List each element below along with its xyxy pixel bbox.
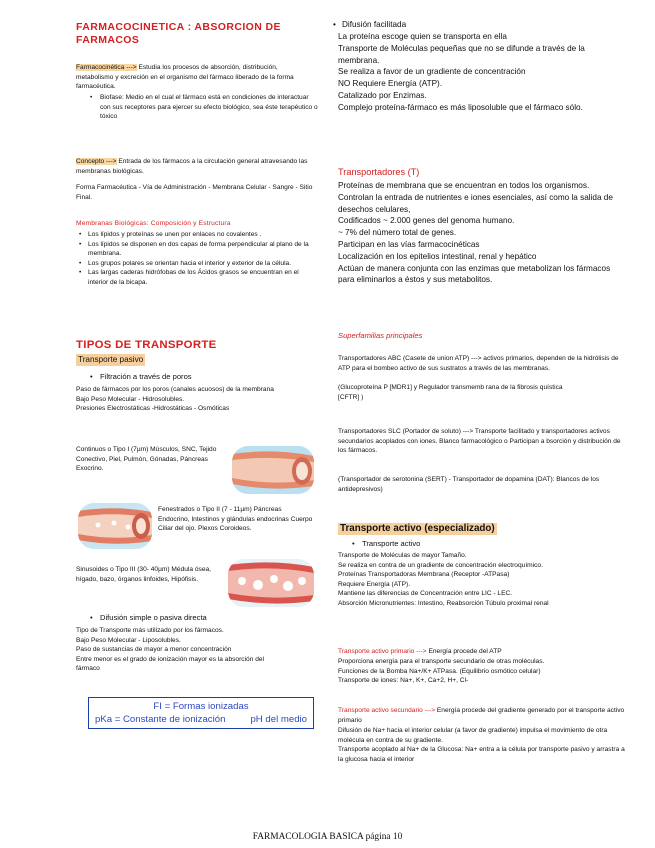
filtracion-bullet: • Filtración a través de poros [76, 372, 320, 383]
text-line: NO Requiere Energía (ATP). [338, 79, 443, 89]
abc-text: Transportadores ABC (Casete de union ATP) ---> activos primarios, dependen de la hidrólisis de ATP para el bombeo activo de sus sustratos a través de las membranas. [338, 355, 619, 372]
superfamilias-heading: Superfamilias principales [338, 331, 423, 340]
transportadores-heading: Transportadores (T) [338, 167, 420, 177]
primario-text: Energía procede del ATP [426, 648, 502, 655]
text-line: Se realiza a favor de un gradiente de concentración [338, 67, 526, 77]
formula-line-ph: pH del medio [250, 714, 307, 725]
text-line: Paso de fármacos por los poros (canales acuosos) de la membrana [76, 386, 274, 393]
fenestrados-text: Fenestrados o Tipo II (7 - 11µm) Páncreas Endocrino, Intestinos y glándulas endocrinas Cuerpo Ciliar del ojo. Plexos Coroideos. [158, 506, 313, 533]
biofase-bullet: • Biofase: Medio en el cual el fármaco está en condiciones de interactuar con sus receptores para ejercer su efecto biológico, sea éste terapéutico o tóxico [76, 93, 318, 122]
text-line: Transporte de Moléculas de mayor Tamaño. [338, 552, 467, 559]
text-line: Codificados ~ 2.000 genes del genoma humano. [338, 216, 515, 226]
text-line: Bajo Peso Molecular - Liposolubles. [76, 636, 181, 644]
text-line: Se realiza en contra de un gradiente de concentración electroquímico. [338, 561, 543, 569]
membranas-heading: Membranas Biológicas: Composición y Estructura [76, 220, 231, 227]
text-line: Actúan de manera conjunta con las enzimas que metabolizan los fármacos para eliminarlos a éstos y sus metabolitos. [338, 263, 611, 285]
text-line: Funciones de la Bomba Na+/K+ ATPasa. (Equilibrio osmótico celular) [338, 667, 541, 675]
secundario-lines [338, 726, 626, 764]
capillary-fenestrated-illustration [78, 503, 152, 549]
formula-line-pka: pKa = Constante de ionización [95, 714, 226, 725]
list-item: • Los lípidos y proteínas se unen por enlaces no covalentes . [76, 230, 314, 240]
activo-heading: Transporte activo (especializado) [340, 523, 495, 534]
text-line: Proteínas Transportadoras Membrana (Receptor -ATPasa) [338, 571, 510, 579]
text-line: Presiones Electrostáticas -Hidrostáticas - Osmóticas [76, 405, 230, 413]
secundario-paragraph [338, 706, 626, 725]
list-item: • Las largas caderas hidrófobas de los Ácidos grasos se encuentran en el interior de la bicapa. [76, 268, 314, 287]
membranas-list [76, 230, 314, 288]
slc-extra: (Transportador de serotonina (SERT) - Transportador de dopamina (DAT): Blancos de los antidepresivos) [338, 476, 600, 493]
text-line: Bajo Peso Molecular - Hidrosolubles. [76, 395, 185, 403]
text-line: Requiere Energía (ATP). [338, 580, 411, 588]
section-title: FARMACOCINETICA : ABSORCION DE FARMACOS [76, 21, 281, 46]
text-line: Paso de sustancias de mayor a menor concentración [76, 646, 232, 654]
text-line: Absorción Micronutrientes: Intestino, Reabsorción Túbulo proximal renal [338, 599, 549, 607]
text-line: Catalizado por Enzimas. [338, 90, 427, 100]
secundario-term: Transporte activo secundario ---> [338, 707, 436, 714]
continuos-text: Continuos o Tipo I (7µm) Músculos, SNC, Tejido Conectivo, Piel, Pulmón, Gónadas, Páncreas Exocrino. [76, 446, 217, 473]
difusion-lines [76, 626, 314, 674]
difusion-bullet: • Difusión simple o pasiva directa [76, 613, 320, 624]
farmacocinetica-term: Farmacocinética ---> [76, 64, 137, 71]
facilitada-lines [338, 31, 626, 114]
text-line: Proporciona energía para el transporte secundario de otras moléculas. [338, 658, 545, 665]
sinusoides-text: Sinusoides o Tipo III (30- 40µm) Médula ósea, hígado, bazo, órganos linfoides, Hipófisis. [76, 566, 212, 583]
page-footer: FARMACOLOGIA BASICA página 10 [252, 832, 403, 842]
text-line: ~ 7% del número total de genes. [338, 228, 457, 238]
abc-extra: (Glucoproteína P [MDR1] y Regulador transmemb rana de la fibrosis quística [CFTR] ) [338, 384, 563, 401]
text-line: Tipo de Transporte más utilizado por los fármacos. [76, 627, 224, 634]
farmacocinetica-text: Estudia los procesos de absorción, distribución, metabolismo y excreción en el organismo del fármaco liberado de la forma farmacéutica. [76, 64, 294, 91]
text-line: Localización en los epitelios intestinal, renal y hepático [338, 251, 537, 261]
transportadores-lines [338, 180, 626, 286]
text-line: Mantiene las diferencias de Concentración entre LIC - LEC. [338, 590, 513, 598]
text-line: Controlan la entrada de nutrientes e iones esenciales, así como la salida de desechos celulares, [338, 192, 613, 214]
text-line: Participan en las vías farmacocinéticas [338, 239, 480, 249]
text-line: Transporte de iones: Na+, K+, Ca+2, H+, Cl- [338, 677, 469, 685]
primario-paragraph [338, 647, 626, 657]
text-line: Proteínas de membrana que se encuentran en todos los organismos. [338, 181, 590, 190]
primario-lines [338, 657, 626, 686]
text-line: Complejo proteína-fármaco es más liposoluble que el fármaco sólo. [338, 102, 583, 112]
text-line: Difusión de Na+ hacia el interior celular (a favor de gradiente) impulsa el movimiento de otra molécula en contra de su gradiente. [338, 727, 608, 744]
text-line: La proteína escoge quien se transporta en ella [338, 32, 507, 41]
capillary-sinusoid-illustration [228, 559, 314, 607]
list-item: • Los lípidos se disponen en dos capas de forma perpendicular al plano de la membrana. [76, 240, 314, 259]
activo-lines [338, 551, 626, 609]
ionization-formula-box [88, 697, 314, 729]
farmacocinetica-paragraph [76, 63, 314, 92]
secundario-text: Energía procede del gradiente generado por el transporte activo primario [338, 707, 625, 724]
primario-term: Transporte activo primario ---> [338, 648, 427, 655]
text-line: Entre menor es el grado de ionización mayor es la absorción del fármaco [76, 655, 265, 673]
concepto-paragraph [76, 157, 314, 176]
tipos-title: TIPOS DE TRANSPORTE [76, 339, 217, 351]
activo-bullet: • Transporte activo [338, 539, 622, 550]
forma-line: Forma Farmacéutica - Vía de Administración - Membrana Celular - Sangre - Sitio Final. [76, 184, 313, 201]
concepto-term: Concepto ---> [76, 158, 117, 165]
pasivo-heading: Transporte pasivo [78, 355, 144, 364]
slc-text: Transportadores SLC (Portador de soluto) ---> Transporte facilitado y transportadores activos secundarios acoplados con iones. Blanco farmacológico o Participan a bsorción y distribución de los fármacos. [338, 428, 621, 455]
formula-line-fi: FI = Formas ionizadas [153, 701, 249, 712]
list-item: • Los grupos polares se orientan hacia el interior y exterior de la célula. [76, 259, 314, 269]
facilitada-bullet: • Difusión facilitada [330, 19, 632, 31]
capillary-continuous-illustration [232, 446, 314, 494]
concepto-text: Entrada de los fármacos a la circulación general atravesando las membranas biológicas. [76, 158, 308, 175]
filtracion-lines [76, 385, 314, 414]
text-line: Transporte de Moléculas pequeñas que no se difunde a través de la membrana. [338, 43, 585, 65]
text-line: Transporte acoplado al Na+ de la Glucosa: Na+ entra a la célula por transporte pasivo y arrastra a la glucosa hacia el interior [338, 746, 625, 763]
